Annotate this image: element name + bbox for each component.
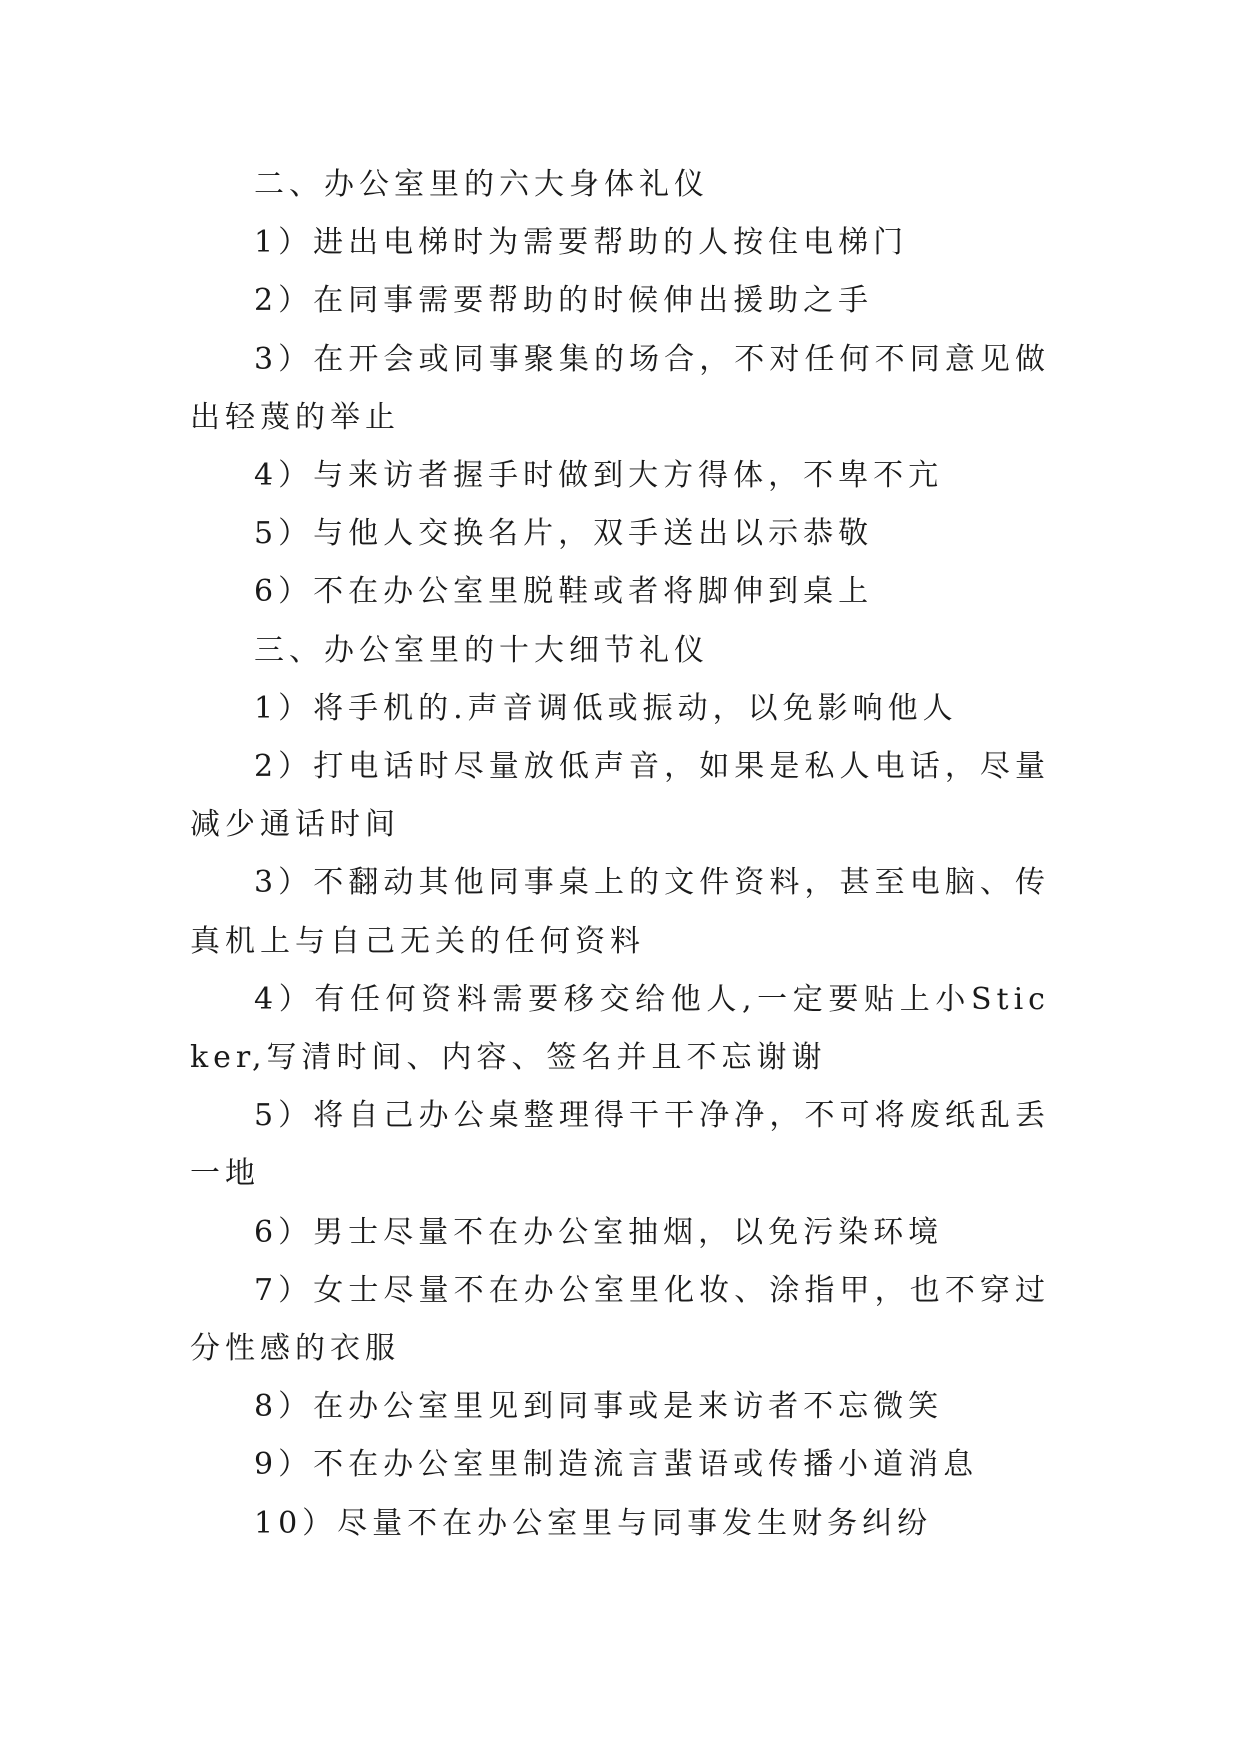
list-item: 6）男士尽量不在办公室抽烟，以免污染环境 [254, 1214, 944, 1250]
list-item: 6）不在办公室里脱鞋或者将脚伸到桌上 [254, 574, 874, 610]
list-item: 10）尽量不在办公室里与同事发生财务纠纷 [254, 1505, 933, 1541]
list-item: 5）将自己办公桌整理得干干净净，不可将废纸乱丢一地 [190, 1098, 1050, 1192]
list-item: 3）在开会或同事聚集的场合，不对任何不同意见做出轻蔑的举止 [190, 341, 1050, 435]
document-body [190, 156, 1050, 1553]
list-item: 1）进出电梯时为需要帮助的人按住电梯门 [254, 225, 909, 261]
list-item: 3）不翻动其他同事桌上的文件资料，甚至电脑、传真机上与自己无关的任何资料 [190, 865, 1050, 959]
list-item: 7）女士尽量不在办公室里化妆、涂指甲，也不穿过分性感的衣服 [190, 1272, 1050, 1367]
section-heading-detail-etiquette: 三、办公室里的十大细节礼仪 [254, 632, 709, 668]
list-item: 8）在办公室里见到同事或是来访者不忘微笑 [254, 1389, 944, 1425]
list-item: 4）有任何资料需要移交给他人,一定要贴上小Sticker,写清时间、内容、签名并且不忘谢谢 [190, 981, 1050, 1076]
list-item: 5）与他人交换名片，双手送出以示恭敬 [254, 516, 874, 552]
list-item: 2）打电话时尽量放低声音，如果是私人电话，尽量减少通话时间 [190, 749, 1050, 843]
list-item: 4）与来访者握手时做到大方得体，不卑不亢 [254, 458, 944, 494]
list-item: 9）不在办公室里制造流言蜚语或传播小道消息 [254, 1447, 979, 1483]
section-heading-body-etiquette: 二、办公室里的六大身体礼仪 [254, 167, 709, 202]
list-item: 2）在同事需要帮助的时候伸出援助之手 [254, 283, 874, 319]
list-item: 1）将手机的.声音调低或振动，以免影响他人 [254, 690, 958, 726]
